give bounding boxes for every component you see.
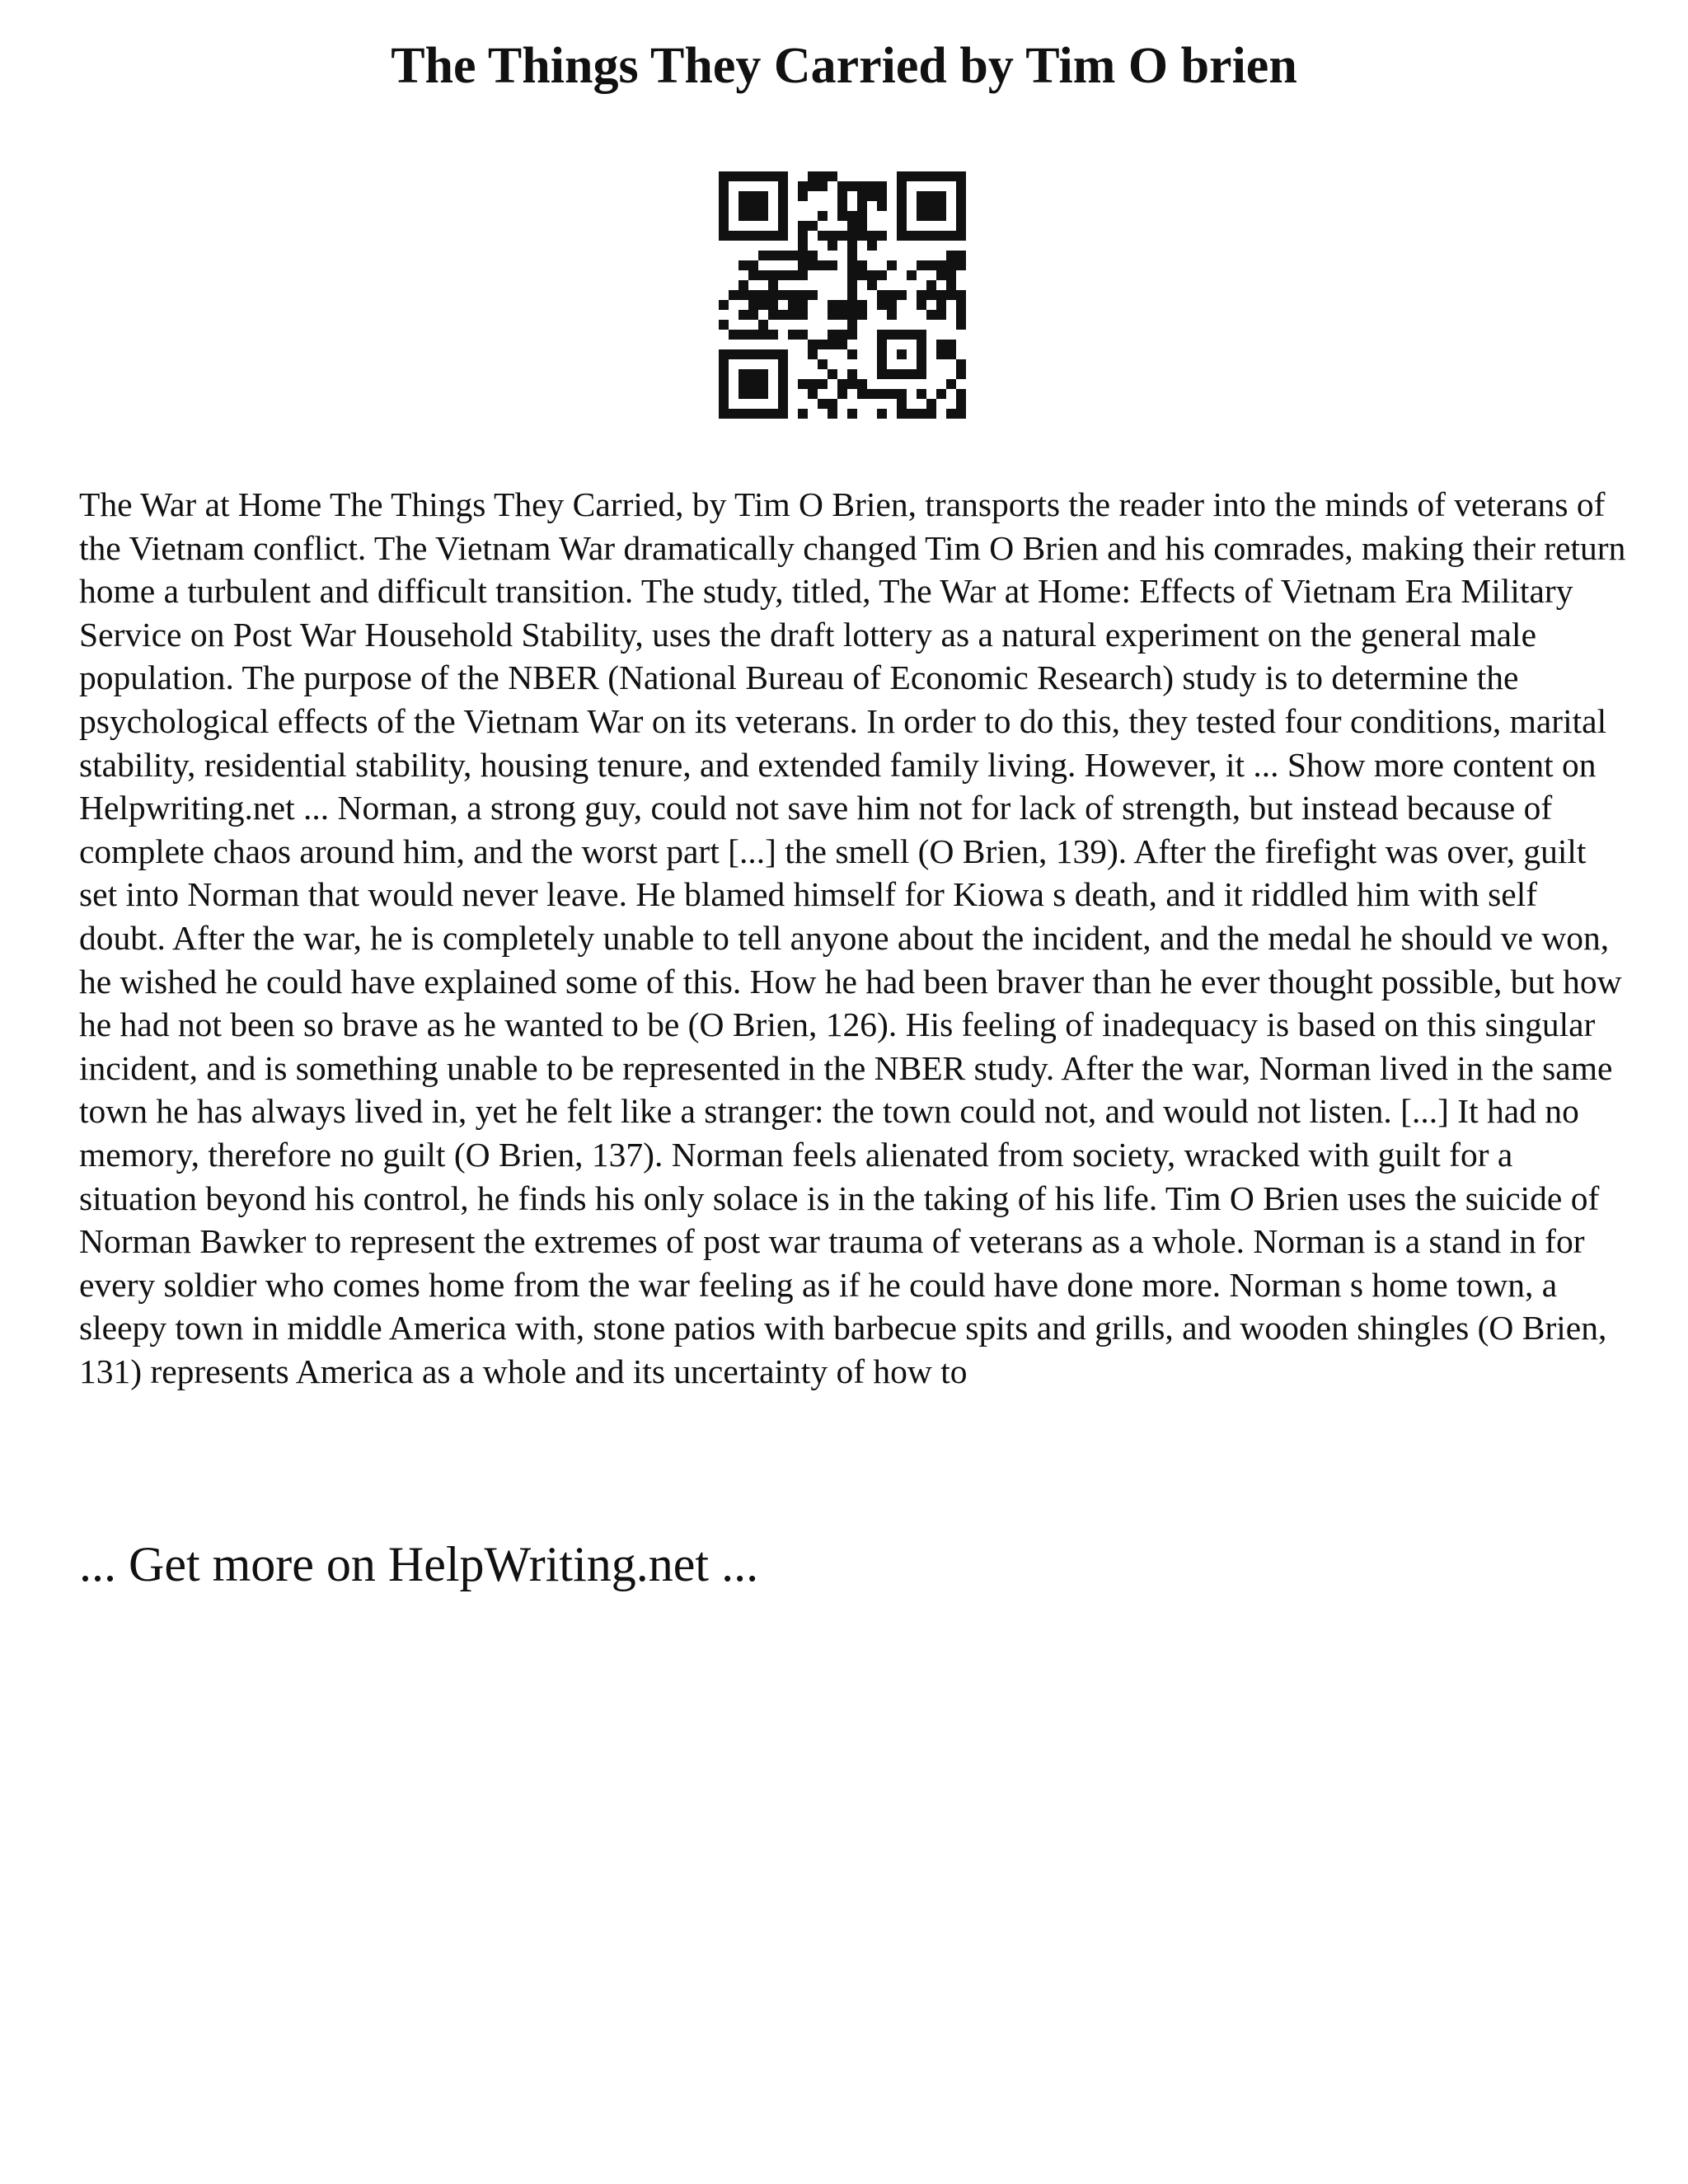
- document-title: The Things They Carried by Tim O brien: [391, 38, 1297, 94]
- qr-code-icon[interactable]: [719, 171, 966, 419]
- essay-body-text: The War at Home The Things They Carried, by Tim O Brien, transports the reader into the minds of veterans of the Vietnam conflict. The Vietnam War dramatically changed Tim O Brien and his comrades, making their return home a turbulent and difficult transition. The study, titled, The War at Home: Effects of Vietnam Era Military Service on Post War Household Stability, uses the draft lottery as a natural experiment on the general male population. The purpose of the NBER (National Bureau of Economic Research) study is to determine the psychological effects of the Vietnam War on its veterans. In order to do this, they tested four conditions, marital stability, residential stability, housing tenure, and extended family living. However, it ... Show more content on Helpwriting.net ... Norman, a strong guy, could not save him not for lack of strength, but instead because of complete chaos around him, and the worst part [...] the smell (O Brien, 139). After the firefight was over, guilt set into Norman that would never leave. He blamed himself for Kiowa s death, and it riddled him with self doubt. After the war, he is completely unable to tell anyone about the incident, and the medal he should ve won, he wished he could have explained some of this. How he had been braver than he ever thought possible, but how he had not been so brave as he wanted to be (O Brien, 126). His feeling of inadequacy is based on this singular incident, and is something unable to be represented in the NBER study. After the war, Norman lived in the same town he has always lived in, yet he felt like a stranger: the town could not, and would not listen. [...] It had no memory, therefore no guilt (O Brien, 137). Norman feels alienated from society, wracked with guilt for a situation beyond his control, he finds his only solace is in the taking of his life. Tim O Brien uses the suicide of Norman Bawker to represent the extremes of post war trauma of veterans as a whole. Norman is a stand in for every soldier who comes home from the war feeling as if he could have done more. Norman s home town, a sleepy town in middle America with, stone patios with barbecue spits and grills, and wooden shingles (O Brien, 131) represents America as a whole and its uncertainty of how to: [79, 485, 1626, 1390]
- get-more-link[interactable]: ... Get more on HelpWriting.net ...: [79, 1537, 759, 1591]
